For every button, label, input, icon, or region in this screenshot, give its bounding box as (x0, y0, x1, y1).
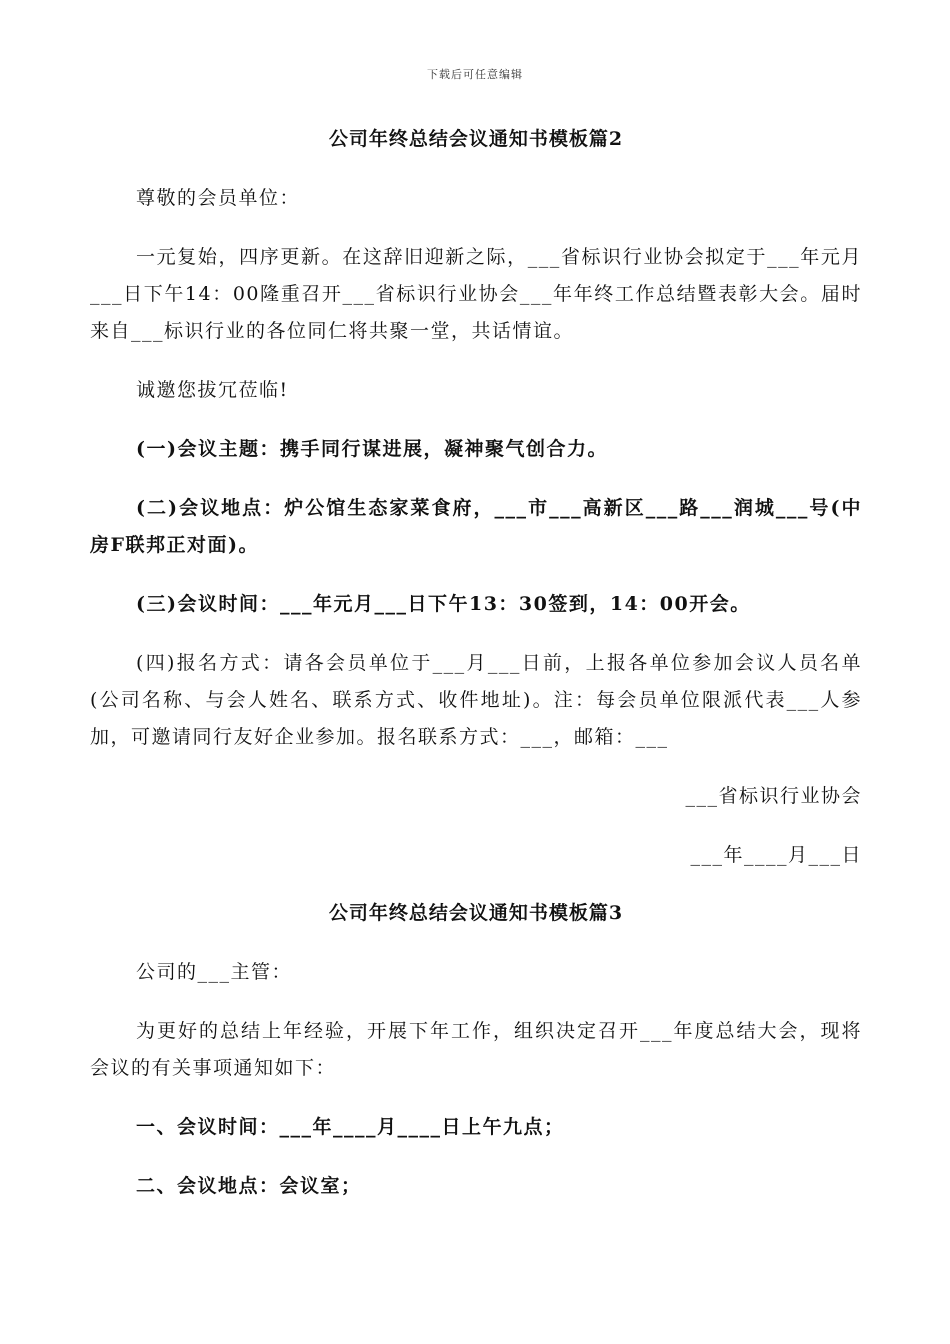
section3-salutation: 公司的___主管： (136, 961, 293, 983)
section2-salutation: 尊敬的会员单位： (136, 187, 301, 209)
section3-title: 公司年终总结会议通知书模板篇3 (328, 902, 624, 924)
section2-item2: (二)会议地点：炉公馆生态家菜食府，___市___高新区___路___润城___号(中房F联邦正对面)。 (90, 497, 862, 556)
section2-invite: 诚邀您拔冗莅临! (136, 379, 289, 401)
document-body (90, 122, 862, 1227)
section2-title: 公司年终总结会议通知书模板篇2 (328, 128, 624, 150)
header-note: 下载后可任意编辑 (427, 68, 523, 81)
section3-item1: 一、会议时间：___年____月____日上午九点； (136, 1116, 565, 1138)
section2-date: ___年____月___日 (690, 844, 862, 866)
section2-item4: (四)报名方式：请各会员单位于___月___日前，上报各单位参加会议人员名单(公司名称、与会人姓名、联系方式、收件地址)。注：每会员单位限派代表___人参加，可邀请同行友好企业参加。报名联系方式：___，邮箱：___ (90, 652, 862, 748)
section2-intro: 一元复始，四序更新。在这辞旧迎新之际，___省标识行业协会拟定于___年元月___日下午14：00隆重召开___省标识行业协会___年年终工作总结暨表彰大会。届时来自___标识行业的各位同仁将共聚一堂，共话情谊。 (90, 246, 862, 342)
section2-item3: (三)会议时间：___年元月___日下午13：30签到，14：00开会。 (136, 593, 751, 615)
section3-item2: 二、会议地点：会议室； (136, 1175, 362, 1197)
section2-item1: (一)会议主题：携手同行谋进展，凝神聚气创合力。 (136, 438, 608, 460)
section3-intro: 为更好的总结上年经验，开展下年工作，组织决定召开___年度总结大会，现将会议的有关事项通知如下： (90, 1020, 862, 1079)
section2-signature: ___省标识行业协会 (685, 785, 862, 807)
